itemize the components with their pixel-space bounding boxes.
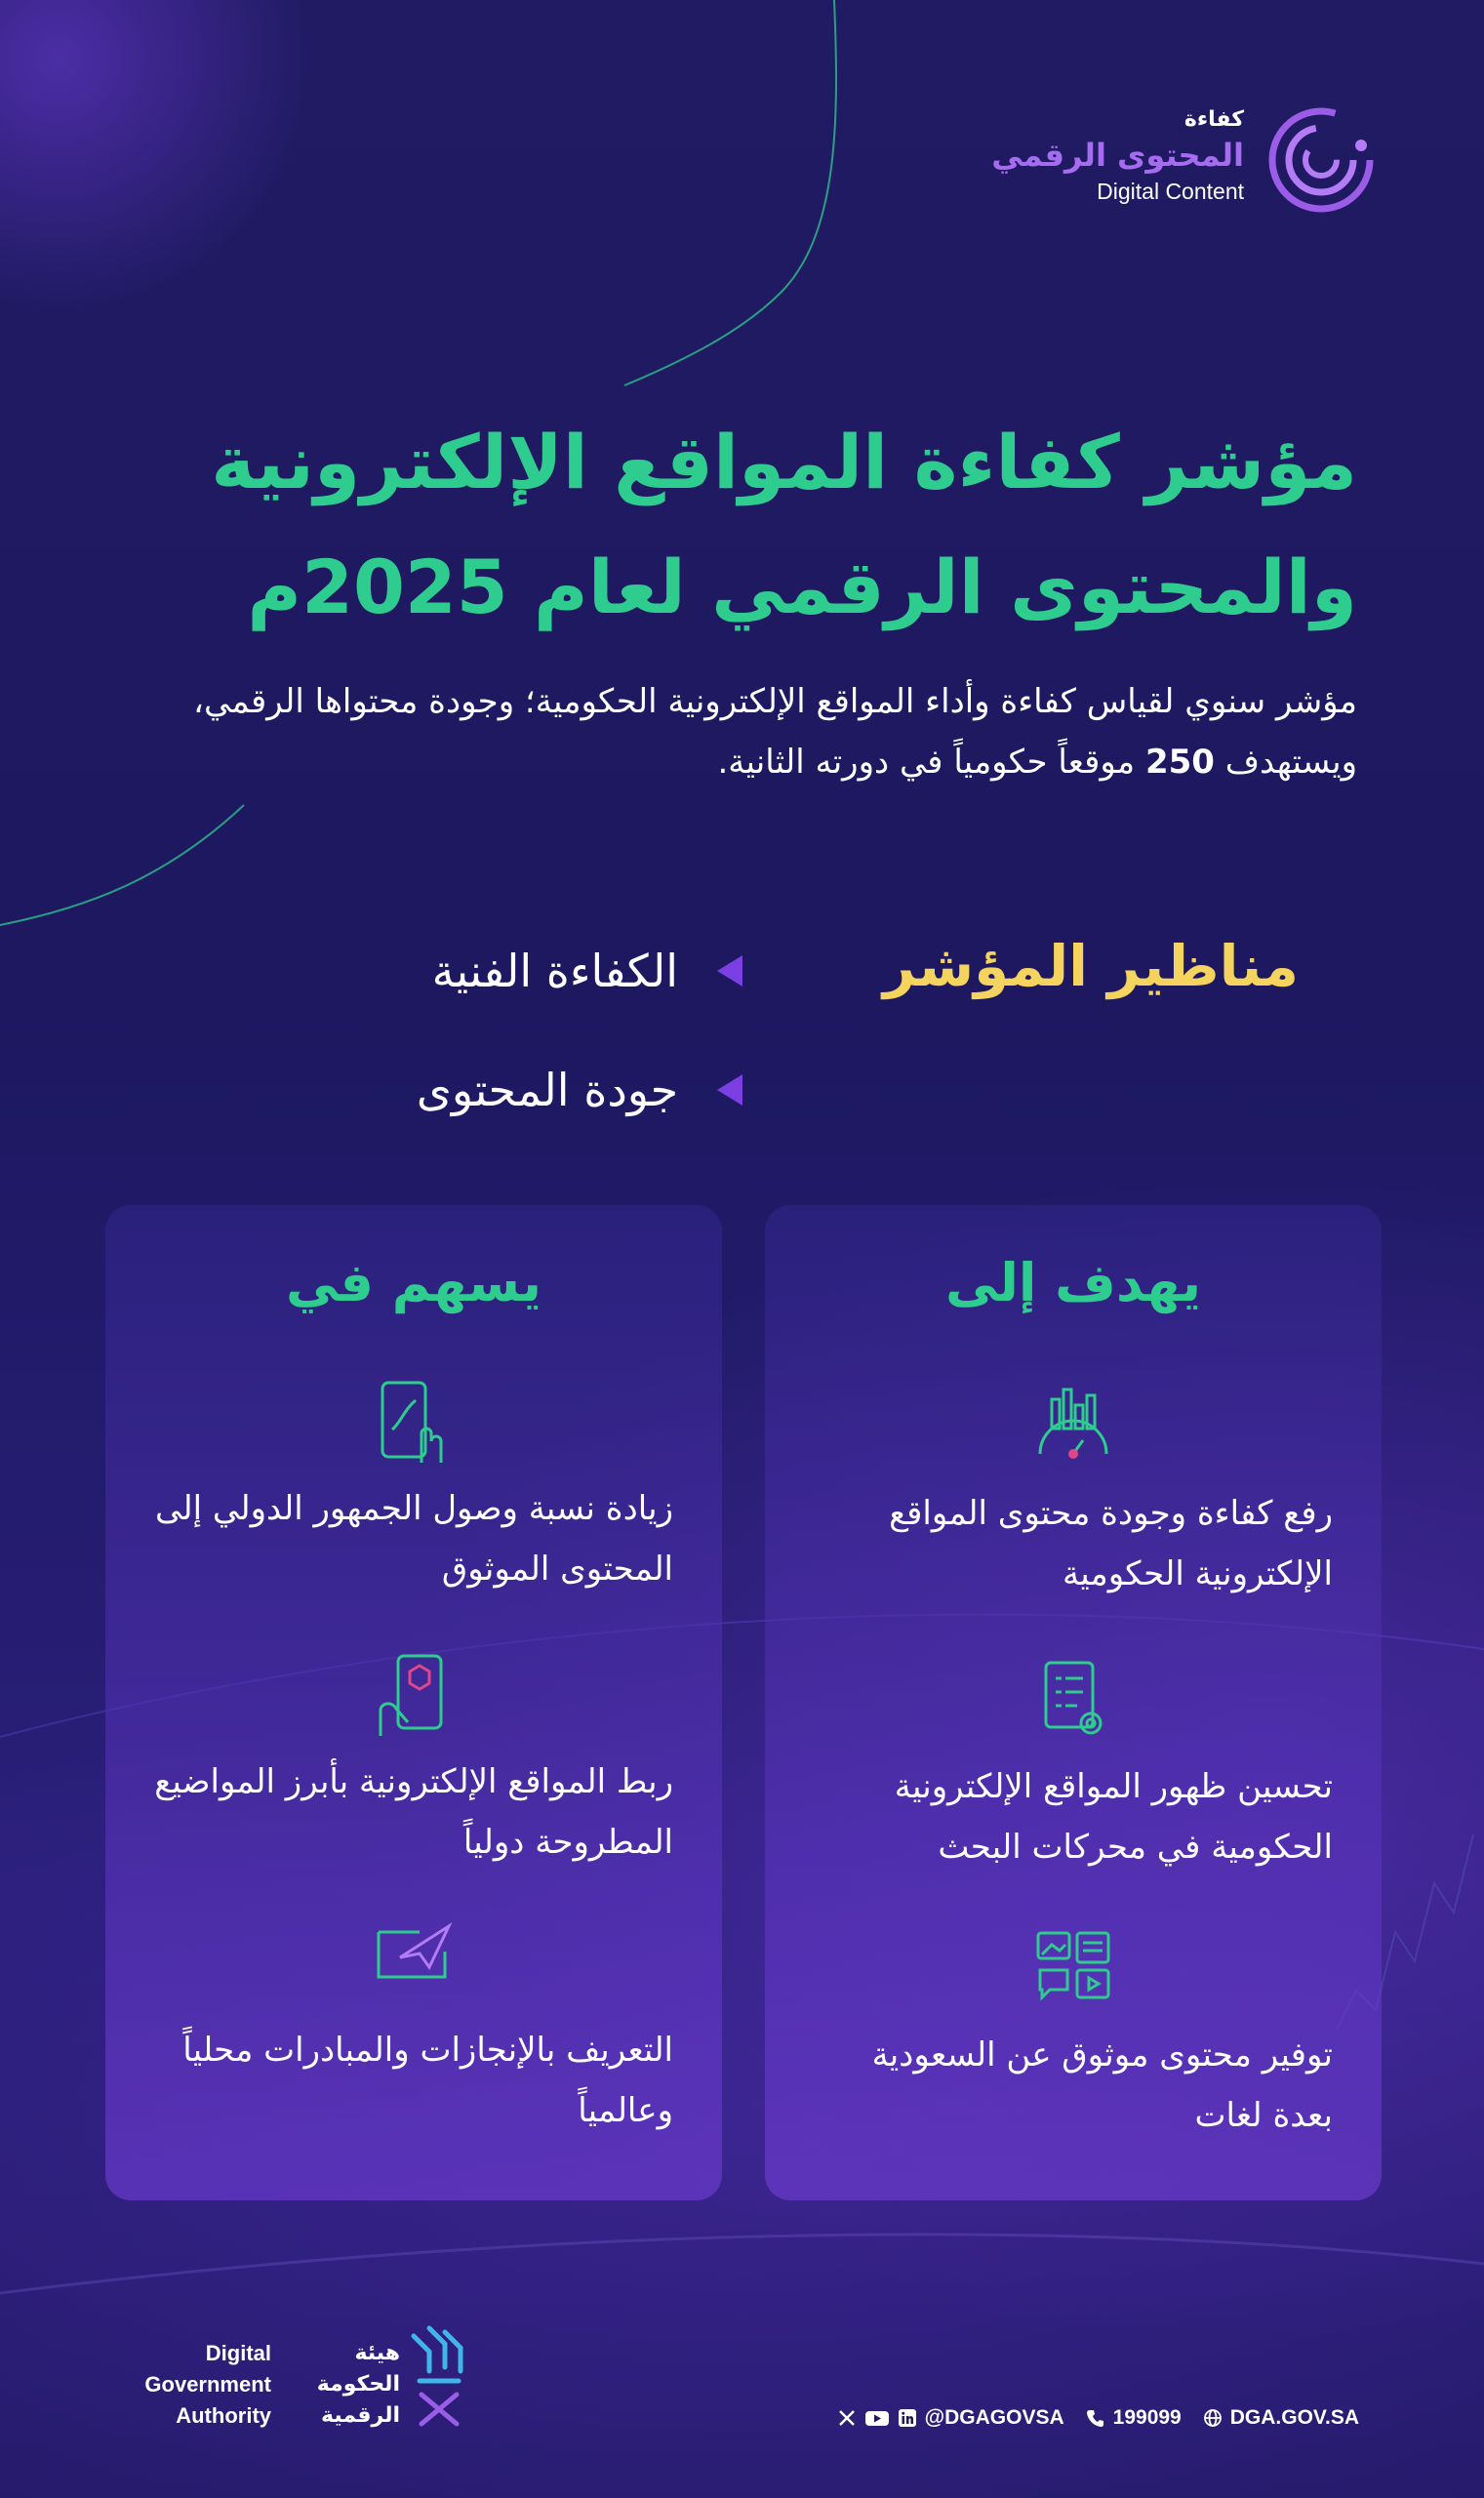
- contribute-text: التعريف بالإنجازات والمبادرات محلياً وعالمياً: [182, 2031, 673, 2130]
- perspective-item: [157, 1051, 742, 1129]
- phone-icon: [1086, 2408, 1105, 2428]
- authority-en-line: Authority: [176, 2403, 271, 2428]
- x-twitter-icon[interactable]: [837, 2408, 857, 2428]
- authority-ar-line: الحكومة: [316, 2372, 400, 2397]
- title-line-1: مؤشر كفاءة المواقع الإلكترونية: [211, 419, 1357, 505]
- aim-text: توفير محتوى موثوق عن السعودية بعدة لغات: [871, 2035, 1333, 2135]
- contribute-item: [105, 1654, 722, 1908]
- aim-item: [765, 1659, 1382, 1913]
- dashboard-gauge-icon: [1034, 1386, 1112, 1473]
- social-links: [837, 2406, 1064, 2430]
- intro-text-2: موقعاً حكومياً في دورته الثانية.: [717, 743, 1136, 782]
- page-title: [128, 400, 1357, 650]
- authority-name-en: [117, 2338, 271, 2432]
- aims-heading: يهدف إلى: [944, 1252, 1202, 1313]
- aim-text: رفع كفاءة وجودة محتوى المواقع الإلكترونية الحكومية: [889, 1494, 1333, 1593]
- contribute-text: زيادة نسبة وصول الجمهور الدولي إلى المحتوى الموثوق: [154, 1489, 673, 1589]
- digital-content-logo: [969, 102, 1379, 229]
- aims-card: [765, 1205, 1382, 2200]
- perspective-label: الكفاءة الفنية: [431, 945, 678, 997]
- contribute-item: [105, 1381, 722, 1634]
- title-line-2: والمحتوى الرقمي لعام 2025م: [247, 544, 1357, 630]
- digital-content-logo-icon: [1263, 102, 1379, 218]
- dga-logo: [117, 2322, 478, 2439]
- perspective-item: [157, 932, 742, 1010]
- intro-number: 250: [1144, 743, 1215, 782]
- aim-item: [765, 1927, 1382, 2181]
- intro-paragraph: [118, 671, 1357, 792]
- dga-logo-icon: [400, 2322, 478, 2430]
- brand-small-label: كفاءة: [1183, 107, 1244, 132]
- mobile-touch-icon: [375, 1381, 453, 1469]
- contributes-heading: يسهم في: [285, 1252, 541, 1313]
- youtube-icon[interactable]: [864, 2408, 890, 2428]
- contribute-item: [105, 1922, 722, 2176]
- checklist-settings-icon: [1034, 1659, 1112, 1747]
- phone-contact: [1086, 2406, 1182, 2430]
- linkedin-icon[interactable]: [898, 2408, 917, 2428]
- multimedia-content-icon: [1034, 1927, 1112, 2015]
- authority-en-line: Digital: [205, 2341, 271, 2365]
- contributes-card: [105, 1205, 722, 2200]
- website-link[interactable]: DGA.GOV.SA: [1229, 2406, 1359, 2429]
- website-contact: [1203, 2406, 1359, 2430]
- footer-contacts: [837, 2398, 1359, 2438]
- phone-box-icon: [375, 1654, 453, 1742]
- authority-ar-line: الرقمية: [321, 2403, 400, 2428]
- brand-text: [991, 106, 1244, 206]
- aim-text: تحسين ظهور المواقع الإلكترونية الحكومية في محركات البحث: [894, 1767, 1333, 1867]
- brand-name: المحتوى الرقمي: [991, 137, 1244, 174]
- arrow-left-icon: [717, 1074, 742, 1106]
- contribute-text: ربط المواقع الإلكترونية بأبرز المواضيع المطروحة دولياً: [154, 1762, 673, 1862]
- brand-english: Digital Content: [1097, 179, 1244, 204]
- arrow-left-icon: [717, 955, 742, 987]
- aim-item: [765, 1386, 1382, 1639]
- phone-number[interactable]: 199099: [1112, 2406, 1182, 2429]
- globe-icon: [1203, 2408, 1223, 2428]
- authority-name-ar: [273, 2338, 400, 2432]
- authority-ar-line: هيئة: [354, 2341, 400, 2365]
- perspectives-heading: مناظير المؤشر: [883, 933, 1299, 999]
- intro-text-1: مؤشر سنوي لقياس كفاءة وأداء المواقع الإلكترونية الحكومية؛ وجودة محتواها الرقمي، ويستهدف: [193, 682, 1357, 782]
- authority-en-line: Government: [144, 2372, 271, 2397]
- send-paper-plane-icon: [375, 1922, 453, 2010]
- social-handle[interactable]: @DGAGOVSA: [924, 2406, 1064, 2429]
- perspective-label: جودة المحتوى: [416, 1064, 678, 1116]
